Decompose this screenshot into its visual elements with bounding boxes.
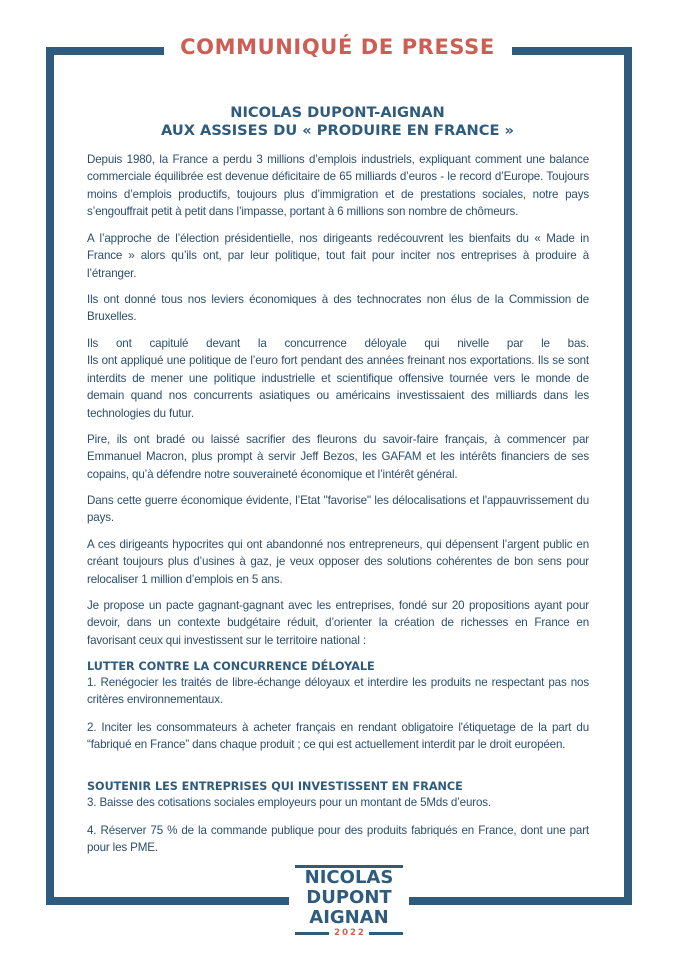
logo-year-row: [295, 928, 403, 939]
paragraph-6: [87, 492, 589, 527]
paragraph: A l’approche de l’élection présidentielle, nos dirigeants redécouvrent les bienfaits du « Made in France » alors qu’ils ont, par leur politique, tout fait pour inciter nos entreprises à produire à l’étranger.: [87, 232, 589, 280]
paragraph: Ils ont appliqué une politique de l’euro fort pendant des années freinant nos exportations. Ils se sont interdits de mener une politique industrielle et scientifique offensive tournée vers le monde de demain quand nos concurrents asiatiques ou américains investissaient des milliards dans les technologies du futur.: [87, 354, 589, 420]
proposal-item-3: [87, 794, 589, 811]
logo-line-1: NICOLAS: [304, 867, 394, 888]
proposal-item-2: [87, 719, 589, 754]
paragraph: Pire, ils ont bradé ou laissé sacrifier des fleurons du savoir-faire français, à commencer par Emmanuel Macron, plus prompt à servir Jeff Bezos, les GAFAM et les intérêts financiers de ses copains, qu’à défendre notre souveraineté économique et l’intérêt général.: [87, 433, 589, 481]
paragraph: Dans cette guerre économique évidente, l’Etat "favorise" les délocalisations et l'appauvrissement du pays.: [87, 494, 589, 525]
paragraph-7: [87, 536, 589, 588]
headline-line-2: AUX ASSISES DU « PRODUIRE EN FRANCE »: [161, 122, 514, 139]
logo-line-2: DUPONT: [306, 887, 392, 908]
page-title-text: COMMUNIQUÉ DE PRESSE: [170, 35, 505, 59]
section-heading: LUTTER CONTRE LA CONCURRENCE DÉLOYALE: [87, 660, 375, 673]
paragraph-2: [87, 230, 589, 282]
paragraph-4: [87, 335, 589, 422]
proposal-item: 3. Baisse des cotisations sociales employeurs pour un montant de 5Mds d’euros.: [87, 796, 491, 809]
proposal-item: 2. Inciter les consommateurs à acheter français en rendant obligatoire l'étiquetage de la part du “fabriqué en France” dans chaque produit ; ce qui est actuellement interdit par le droit européen.: [87, 721, 589, 752]
frame-bottom-left: [46, 897, 289, 905]
paragraph: Depuis 1980, la France a perdu 3 millions d’emplois industriels, expliquant comment une balance commerciale équilibrée est devenue déficitaire de 65 milliards d’euros - le record d’Europe. Toujours moins d’emplois productifs, toujours plus d’immigration et de prestations sociales, notre pays s’engouffrait petit à petit dans l’impasse, portant à 6 millions son nombre de chômeurs.: [87, 153, 589, 219]
proposal-item: 1. Renégocier les traités de libre-échange déloyaux et interdire les produits ne respectant pas nos critères environnementaux.: [87, 676, 589, 707]
headline-line-1: NICOLAS DUPONT-AIGNAN: [230, 104, 445, 121]
section-heading: SOUTENIR LES ENTREPRISES QUI INVESTISSENT EN FRANCE: [87, 780, 463, 793]
paragraph-8: [87, 597, 589, 649]
frame-right: [624, 47, 632, 905]
paragraph-5: [87, 431, 589, 483]
page-title: [0, 33, 675, 61]
proposal-item: 4. Réserver 75 % de la commande publique pour des produits fabriqués en France, dont une part pour les PME.: [87, 824, 589, 855]
proposal-item-1: [87, 674, 589, 709]
paragraph-1: [87, 151, 589, 221]
logo-rule-right: [369, 932, 403, 935]
paragraph: A ces dirigeants hypocrites qui ont abandonné nos entrepreneurs, qui dépensent l’argent public en créant toujours plus d’usines à gaz, je veux opposer des solutions cohérentes de bon sens pour relocaliser 1 million d’emplois en 5 ans.: [87, 538, 589, 586]
frame-left: [46, 47, 54, 905]
paragraph: Ils ont capitulé devant la concurrence déloyale qui nivelle par le bas.: [87, 337, 589, 350]
paragraph: Je propose un pacte gagnant-gagnant avec les entreprises, fondé sur 20 propositions ayant pour devoir, dans un contexte budgétaire réduit, d’orienter la création de richesses en France en favorisant ceux qui investissent sur le territoire national :: [87, 599, 589, 647]
logo-line-3: AIGNAN: [309, 907, 389, 928]
logo-rule-left: [295, 932, 329, 935]
paragraph: Ils ont donné tous nos leviers économiques à des technocrates non élus de la Commission de Bruxelles.: [87, 293, 589, 324]
paragraph-3: [87, 291, 589, 326]
campaign-logo: [295, 865, 403, 939]
proposal-item-4: [87, 822, 589, 857]
headline: [80, 104, 595, 140]
logo-year: 2022: [334, 928, 366, 938]
frame-bottom-right: [409, 897, 632, 905]
